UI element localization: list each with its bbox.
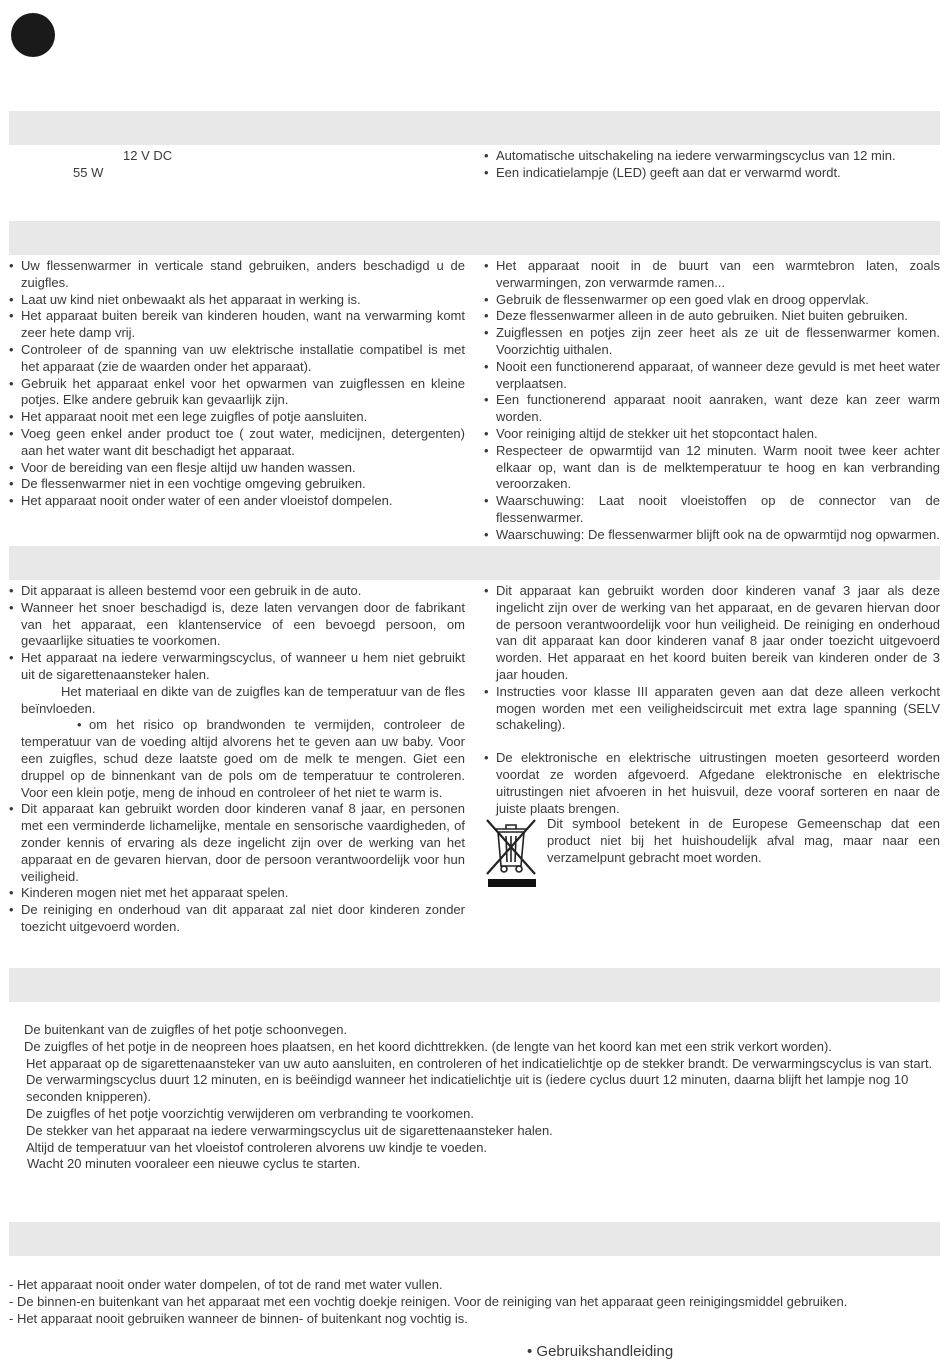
- list-item: • Uw flessenwarmer in verticale stand gebruiken, anders beschadigd u de zuigfles.: [9, 258, 465, 292]
- spec-power: 55 W: [73, 165, 104, 180]
- footer-label: • Gebruikshandleiding: [527, 1343, 674, 1360]
- care-list: [9, 1277, 940, 1327]
- list-item: • Waarschuwing: Laat nooit vloeistoffen op de connector van de flessenwarmer.: [484, 493, 940, 527]
- steps-list: [24, 1022, 940, 1173]
- list-item: • Dit apparaat is alleen bestemd voor een gebruik in de auto.: [9, 583, 465, 600]
- list-item: • Gebruik de flessenwarmer op een goed vlak en droog oppervlak.: [484, 292, 940, 309]
- step-item: De zuigfles of het potje voorzichtig verwijderen om verbranding te voorkomen.: [26, 1105, 475, 1121]
- list-item: • Kinderen mogen niet met het apparaat spelen.: [9, 885, 465, 902]
- list-item: • Het apparaat nooit in de buurt van een warmtebron laten, zoals verwarmingen, zon verwarmde ramen...: [484, 258, 940, 292]
- list-item: • Het apparaat nooit met een lege zuigfles of potje aansluiten.: [9, 409, 465, 426]
- list-item: • Automatische uitschakeling na iedere verwarmingscyclus van 12 min.: [484, 148, 940, 165]
- page-badge: [11, 13, 55, 57]
- step-item: Wacht 20 minuten vooraleer een nieuwe cyclus te starten.: [27, 1156, 361, 1172]
- list-item: • De flessenwarmer niet in een vochtige omgeving gebruiken.: [9, 476, 465, 493]
- list-item: • Het apparaat na iedere verwarmingscyclus, of wanneer u hem niet gebruikt uit de sigarettenaansteker halen.: [9, 650, 465, 684]
- list-item: • Deze flessenwarmer alleen in de auto gebruiken. Niet buiten gebruiken.: [484, 308, 940, 325]
- safety-list-right: [484, 258, 940, 544]
- section-header-care: [9, 1222, 940, 1256]
- section-header-usage: [9, 546, 940, 580]
- list-item: • Een indicatielampje (LED) geeft aan dat er verwarmd wordt.: [484, 165, 940, 182]
- features-list: [484, 148, 940, 182]
- safety-list-left: [9, 258, 465, 510]
- list-item: • Dit apparaat kan gebruikt worden door kinderen vanaf 3 jaar als deze ingelicht zijn over de werking van het apparaat, en de gevaren hiervan door de persoon verantwoordelijk voor hun veiligheid. De reiniging en onderhoud van dit apparaat kan door kinderen vanaf 8 jaar onder toezicht uitgevoerd worden. Het apparaat en het koord buiten bereik van kinderen onder de 3 jaar houden.: [484, 583, 940, 684]
- list-item: • Waarschuwing: De flessenwarmer blijft ook na de opwarmtijd nog opwarmen.: [484, 527, 940, 544]
- usage-list-left: [9, 583, 465, 936]
- step-item: De zuigfles of het potje in de neopreen hoes plaatsen, en het koord dichttrekken. (de lengte van het koord kan met een strik verkort worden).: [24, 1038, 832, 1054]
- care-item: - De binnen-en buitenkant van het apparaat met een vochtig doekje reinigen. Voor de reiniging van het apparaat geen reinigingsmiddel gebruiken.: [9, 1293, 848, 1309]
- step-item: Altijd de temperatuur van het vloeistof controleren alvorens uw kindje te voeden.: [26, 1139, 488, 1155]
- list-item: • Een functionerend apparaat nooit aanraken, want deze kan zeer warm worden.: [484, 392, 940, 426]
- usage-list-right: [484, 583, 940, 817]
- care-item: - Het apparaat nooit onder water dompelen, of tot de rand met water vullen.: [9, 1277, 443, 1292]
- section-header-specs: [9, 111, 940, 145]
- spec-voltage: 12 V DC: [123, 148, 173, 163]
- step-item: Het apparaat op de sigarettenaansteker van uw auto aansluiten, en controleren of het indicatielichtje op de stekker brandt. De verwarmingscyclus is van start.: [26, 1055, 933, 1071]
- list-item: • Gebruik het apparaat enkel voor het opwarmen van zuigflessen en kleine potjes. Elke andere gebruik kan gevaarlijk zijn.: [9, 376, 465, 410]
- list-item: • Het apparaat buiten bereik van kinderen houden, want na verwarming komt zeer hete damp vrij.: [9, 308, 465, 342]
- list-item: • Het apparaat nooit onder water of een ander vloeistof dompelen.: [9, 493, 465, 510]
- list-item: • De reiniging en onderhoud van dit apparaat zal niet door kinderen zonder toezicht uitgevoerd worden.: [9, 902, 465, 936]
- step-item: De stekker van het apparaat na iedere verwarmingscyclus uit de sigarettenaansteker halen.: [26, 1122, 553, 1138]
- list-item: • Voor de bereiding van een flesje altijd uw handen wassen.: [9, 460, 465, 477]
- list-item: • Nooit een functionerend apparaat, of wanneer deze gevuld is met heet water verplaatsen.: [484, 359, 940, 393]
- weee-bin-icon: [484, 816, 538, 888]
- step-item: De verwarmingscyclus duurt 12 minuten, en is beëindigd wanneer het indicatielichtje uit is (iedere cyclus duurt 12 minuten, daarna blijft het lampje nog 10 seconden knipperen).: [26, 1072, 909, 1105]
- list-item: • Dit apparaat kan gebruikt worden door kinderen vanaf 8 jaar, en personen met een verminderde lichamelijke, mentale en sensorische vaardigheden, of zonder kennis of ervaring als deze ingelicht zijn over de werking van het apparaat en de gevaren hiervan, door de persoon verantwoordelijk voor hun veiligheid.: [9, 801, 465, 885]
- section-header-steps: [9, 968, 940, 1002]
- list-item: • De elektronische en elektrische uitrustingen moeten gesorteerd worden voordat ze worden afgevoerd. Afgedane elektronische en elektrische uitrustingen niet afvoeren in het huisvuil, deze vooraf sorteren en naar de juiste plaats brengen.: [484, 750, 940, 817]
- care-item: - Het apparaat nooit gebruiken wanneer de binnen- of buitenkant nog vochtig is.: [9, 1310, 468, 1326]
- list-item: • Zuigflessen en potjes zijn zeer heet als ze uit de flessenwarmer komen. Voorzichtig uithalen.: [484, 325, 940, 359]
- list-item: • om het risico op brandwonden te vermijden, controleer de temperatuur van de voeding altijd alvorens het te geven aan uw baby. Voor een zuigfles, schud deze laatste goed om de melk te mengen. Giet een druppel op de binnenkant van de pols om de temperatuur te controleren. Voor een klein potje, meng de inhoud en controleer of het niet te warm is.: [9, 717, 465, 801]
- section-header-safety: [9, 221, 940, 255]
- list-item: • Respecteer de opwarmtijd van 12 minuten. Warm nooit twee keer achter elkaar op, want dan is de melktemperatuur te hoog en kan verbranding veroorzaken.: [484, 443, 940, 493]
- list-item: • Wanneer het snoer beschadigd is, deze laten vervangen door de fabrikant van het apparaat, een klantenservice of een bevoegd persoon, om gevaarlijke situaties te voorkomen.: [9, 600, 465, 650]
- list-item: • Voeg geen enkel ander product toe ( zout water, medicijnen, detergenten) aan het water want dit beschadigt het apparaat.: [9, 426, 465, 460]
- list-item: • Controleer of de spanning van uw elektrische installatie compatibel is met het apparaat (zie de waarden onder het apparaat).: [9, 342, 465, 376]
- list-item: • Laat uw kind niet onbewaakt als het apparaat in werking is.: [9, 292, 465, 309]
- weee-notice: Dit symbool betekent in de Europese Gemeenschap dat een product niet bij het huishoudelijk afval mag, maar naar een verzamelpunt gebracht moet worden.: [547, 816, 940, 865]
- list-item: • Instructies voor klasse III apparaten geven aan dat deze alleen verkocht mogen worden met een veiligheidscircuit met extra lage spanning (SELV schakeling).: [484, 684, 940, 734]
- list-item: • Voor reiniging altijd de stekker uit het stopcontact halen.: [484, 426, 940, 443]
- list-item: Het materiaal en dikte van de zuigfles kan de temperatuur van de fles beïnvloeden.: [21, 683, 465, 716]
- step-item: De buitenkant van de zuigfles of het potje schoonvegen.: [24, 1022, 348, 1037]
